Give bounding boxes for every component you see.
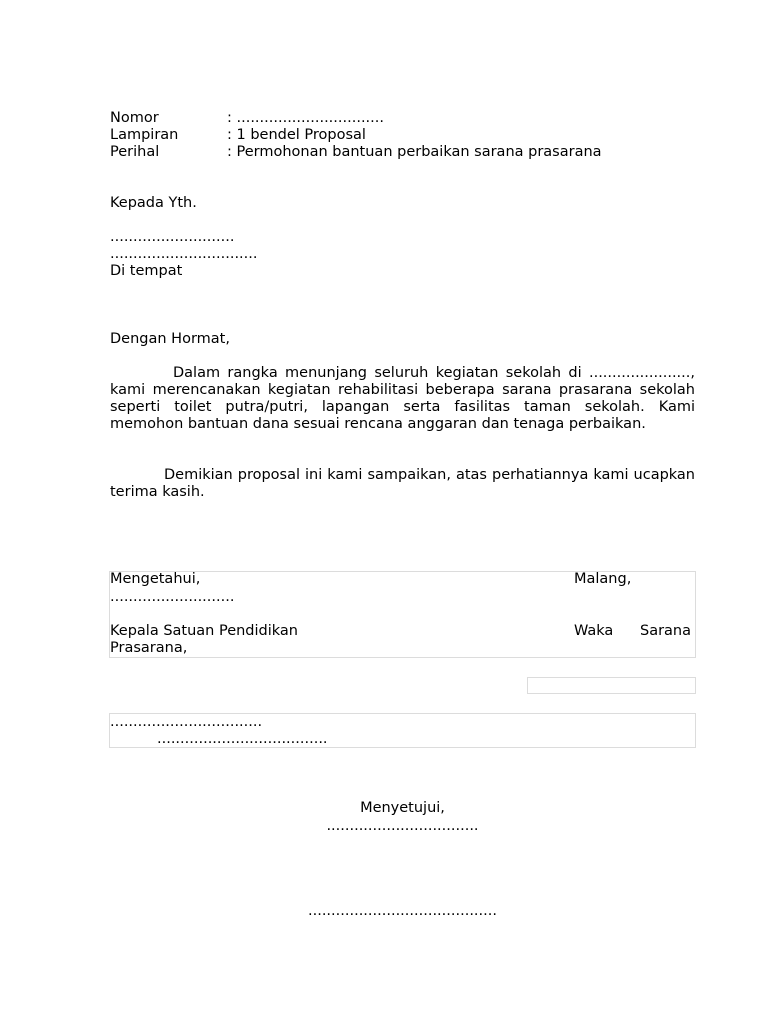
perihal-label: Perihal [110,144,160,160]
perihal-value: : Permohonan bantuan perbaikan sarana prasarana [227,144,602,160]
di-tempat: Di tempat [110,263,183,279]
nomor-label: Nomor [110,110,159,126]
empty-cell [527,677,696,694]
prasarana-label: Prasarana, [110,640,188,656]
salutation: Dengan Hormat, [110,331,230,347]
lampiran-label: Lampiran [110,127,179,143]
recipient-address-dots: ................................ [110,246,258,262]
sarana-label: Sarana [640,623,692,639]
waka-label: Waka [574,623,614,639]
kepada-yth: Kepada Yth. [110,195,197,211]
sign-dots-right: ..................................... [157,731,328,747]
lampiran-value: : 1 bendel Proposal [227,127,366,143]
final-sign-dots: ......................................... [308,903,497,919]
date-dots: ........................... [110,589,235,605]
kepala-label: Kepala Satuan Pendidikan [110,623,298,639]
body-paragraph-1: Dalam rangka menunjang seluruh kegiatan sekolah di ......................, kami merencanakan kegiatan rehabilitasi beberapa sarana prasarana sekolah seperti toilet putra/putri, lapangan serta fasilitas taman sekolah. Kami memohon bantuan dana sesuai rencana anggaran dan tenaga perbaikan. [110,365,695,432]
sign-dots-left: ................................. [110,714,263,730]
mengetahui-label: Mengetahui, [110,571,201,587]
body-paragraph-2: Demikian proposal ini kami sampaikan, atas perhatiannya kami ucapkan terima kasih. [110,467,695,500]
nomor-value: : ................................ [227,110,384,126]
menyetujui-label: Menyetujui, [360,800,445,816]
malang-label: Malang, [574,571,632,587]
recipient-name-dots: ........................... [110,229,235,245]
menyetujui-dots: ................................. [326,818,479,834]
